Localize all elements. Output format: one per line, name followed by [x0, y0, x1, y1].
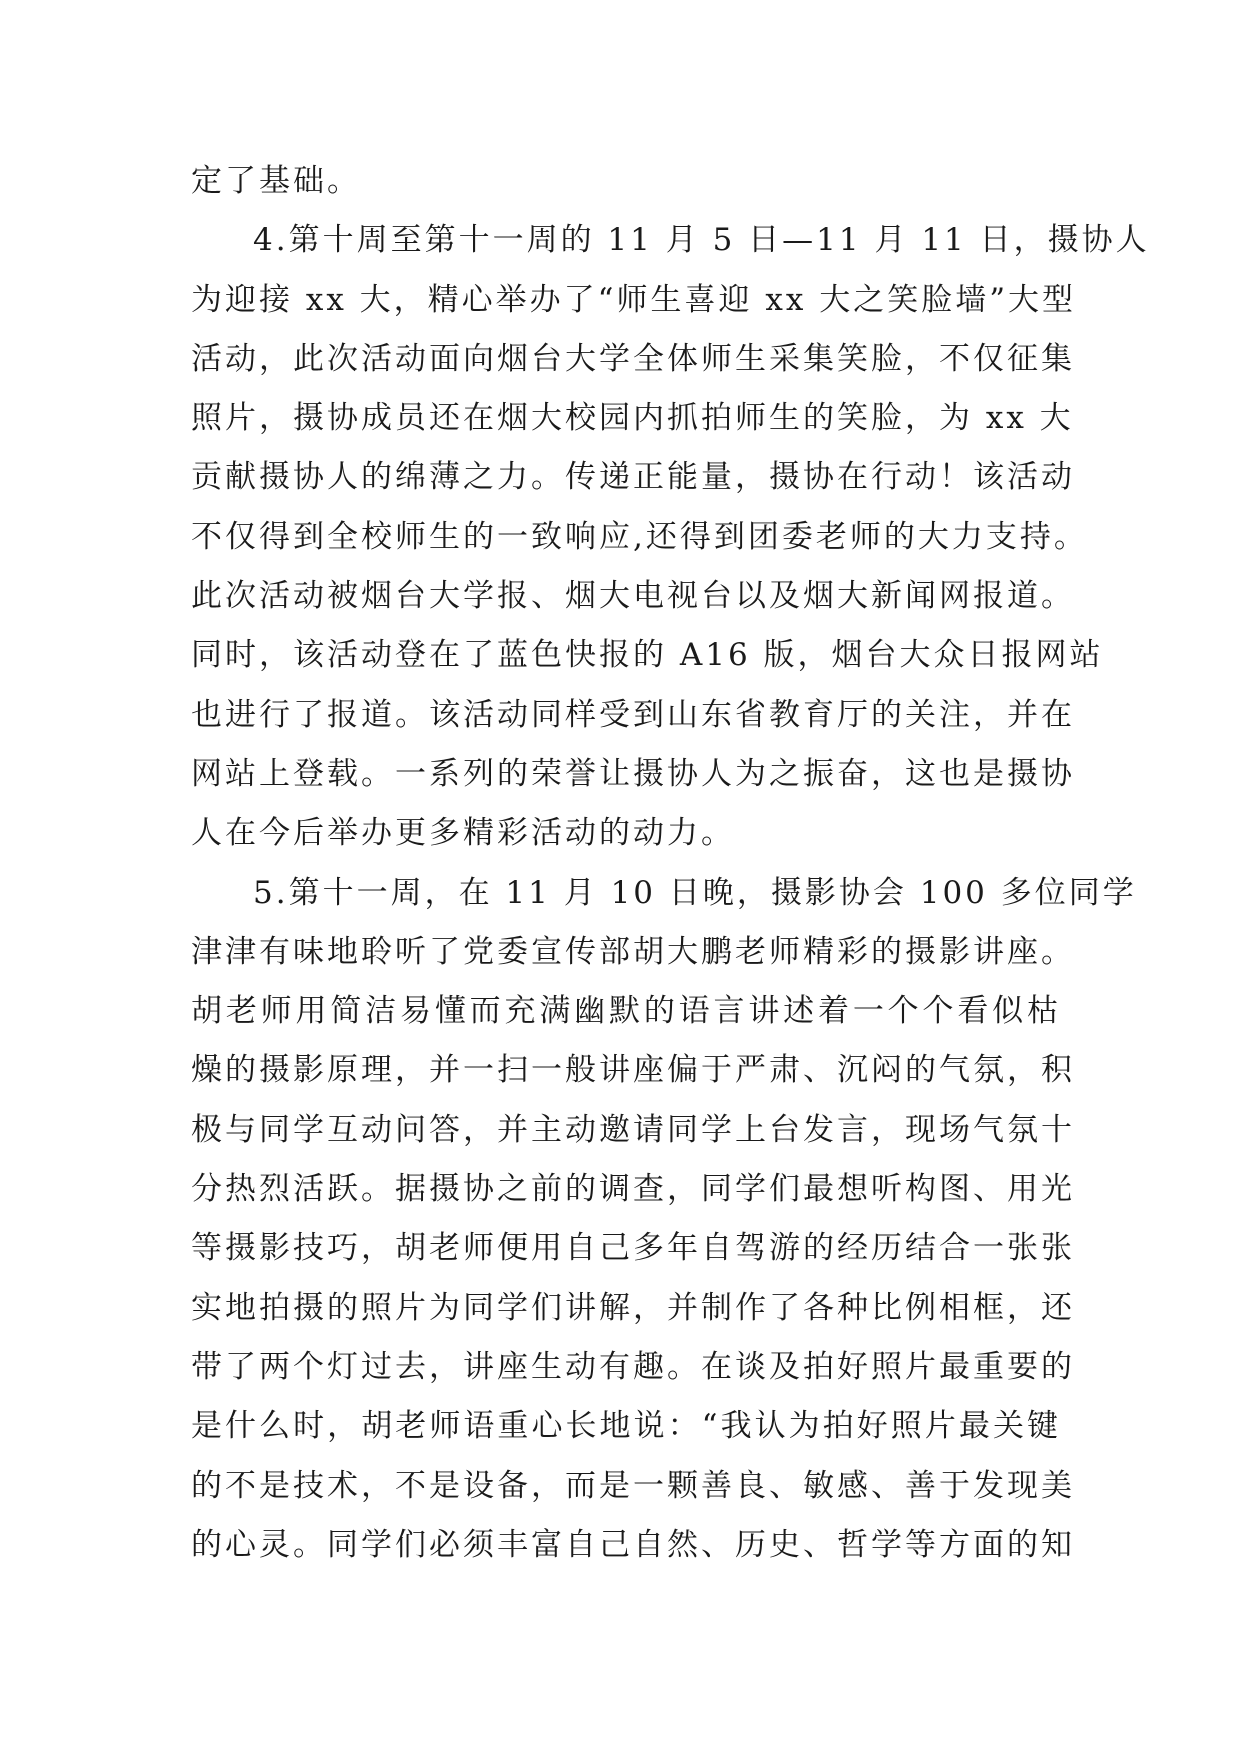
text-line: 网站上登载。一系列的荣誉让摄协人为之振奋，这也是摄协 — [191, 755, 1075, 792]
text-line: 津津有味地聆听了党委宣传部胡大鹏老师精彩的摄影讲座。 — [191, 933, 1075, 970]
text-line: 分热烈活跃。据摄协之前的调查，同学们最想听构图、用光 — [191, 1171, 1075, 1208]
text-line: 同时，该活动登在了蓝色快报的 A16 版，烟台大众日报网站 — [191, 637, 1104, 674]
text-line: 为迎接 xx 大，精心举办了“师生喜迎 xx 大之笑脸墙”大型 — [191, 281, 1077, 318]
text-line: 照片，摄协成员还在烟大校园内抓拍师生的笑脸，为 xx 大 — [191, 400, 1074, 437]
text-line: 的心灵。同学们必须丰富自己自然、历史、哲学等方面的知 — [191, 1526, 1075, 1563]
text-line: 实地拍摄的照片为同学们讲解，并制作了各种比例相框，还 — [191, 1289, 1075, 1326]
text-line: 胡老师用简洁易懂而充满幽默的语言讲述着一个个看似枯 — [191, 993, 1061, 1030]
paragraph-4-first-line: 4.第十周至第十一周的 11 月 5 日—11 月 11 日，摄协人 — [253, 222, 1150, 259]
body-text — [191, 152, 1150, 1575]
text-line: 活动，此次活动面向烟台大学全体师生采集笑脸，不仅征集 — [191, 340, 1075, 377]
text-line: 此次活动被烟台大学报、烟大电视台以及烟大新闻网报道。 — [191, 578, 1075, 615]
text-line: 也进行了报道。该活动同样受到山东省教育厅的关注，并在 — [191, 696, 1075, 733]
text-line: 不仅得到全校师生的一致响应,还得到团委老师的大力支持。 — [191, 518, 1088, 555]
paragraph-5-first-line: 5.第十一周，在 11 月 10 日晚，摄影协会 100 多位同学 — [253, 874, 1137, 911]
text-line: 等摄影技巧，胡老师便用自己多年自驾游的经历结合一张张 — [191, 1230, 1075, 1267]
text-line: 燥的摄影原理，并一扫一般讲座偏于严肃、沉闷的气氛，积 — [191, 1052, 1075, 1089]
text-line: 定了基础。 — [191, 163, 361, 199]
text-line: 贡献摄协人的绵薄之力。传递正能量，摄协在行动！该活动 — [191, 459, 1075, 496]
text-line: 的不是技术，不是设备，而是一颗善良、敏感、善于发现美 — [191, 1467, 1075, 1504]
text-line: 是什么时，胡老师语重心长地说：“我认为拍好照片最关键 — [191, 1408, 1061, 1445]
text-line: 带了两个灯过去，讲座生动有趣。在谈及拍好照片最重要的 — [191, 1348, 1075, 1385]
text-line: 极与同学互动问答，并主动邀请同学上台发言，现场气氛十 — [191, 1111, 1075, 1148]
text-line: 人在今后举办更多精彩活动的动力。 — [191, 815, 735, 852]
